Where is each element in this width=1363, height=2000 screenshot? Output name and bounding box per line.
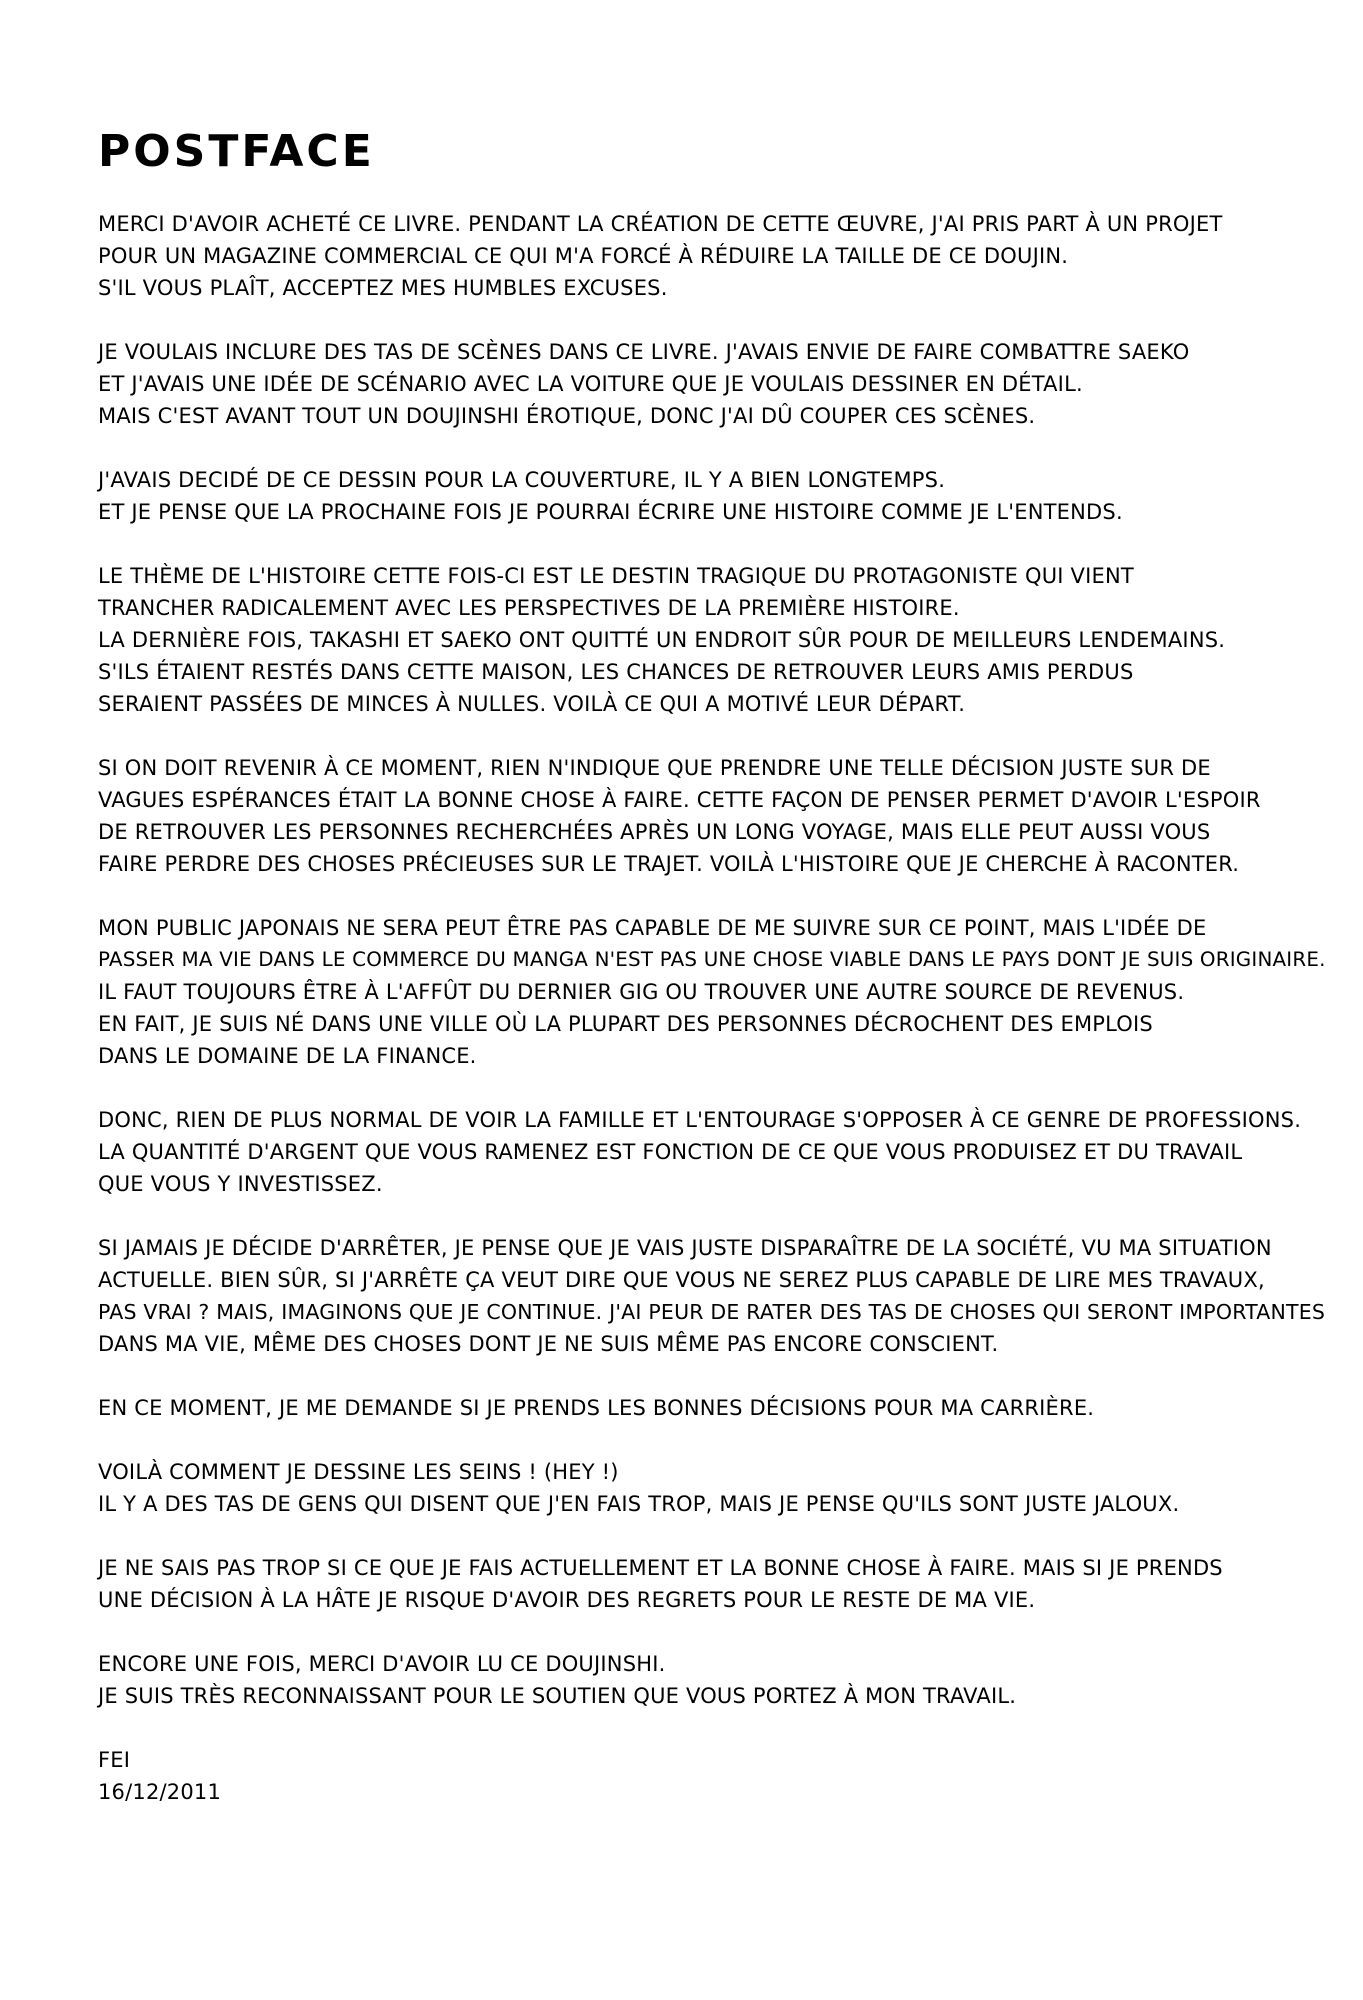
paragraph-line: JE SUIS TRÈS RECONNAISSANT POUR LE SOUTIEN QUE VOUS PORTEZ À MON TRAVAIL. <box>98 1684 1017 1708</box>
paragraph-line: MAIS C'EST AVANT TOUT UN DOUJINSHI ÉROTIQUE, DONC J'AI DÛ COUPER CES SCÈNES. <box>98 404 1036 428</box>
paragraph-line: POUR UN MAGAZINE COMMERCIAL CE QUI M'A FORCÉ À RÉDUIRE LA TAILLE DE CE DOUJIN. <box>98 244 1069 268</box>
paragraph-line: MERCI D'AVOIR ACHETÉ CE LIVRE. PENDANT LA CRÉATION DE CETTE ŒUVRE, J'AI PRIS PART À UN PROJET <box>98 212 1223 236</box>
paragraph <box>98 1552 1338 1616</box>
paragraph-line: DE RETROUVER LES PERSONNES RECHERCHÉES APRÈS UN LONG VOYAGE, MAIS ELLE PEUT AUSSI VOUS <box>98 820 1211 844</box>
paragraph-line: PAS VRAI ? MAIS, IMAGINONS QUE JE CONTINUE. J'AI PEUR DE RATER DES TAS DE CHOSES QUI SERONT IMPORTANTES <box>98 1300 1326 1324</box>
paragraph-line: ET JE PENSE QUE LA PROCHAINE FOIS JE POURRAI ÉCRIRE UNE HISTOIRE COMME JE L'ENTENDS. <box>98 500 1123 524</box>
paragraph <box>98 912 1338 1072</box>
paragraph-line: LE THÈME DE L'HISTOIRE CETTE FOIS-CI EST LE DESTIN TRAGIQUE DU PROTAGONISTE QUI VIENT <box>98 564 1134 588</box>
paragraph-line: EN CE MOMENT, JE ME DEMANDE SI JE PRENDS LES BONNES DÉCISIONS POUR MA CARRIÈRE. <box>98 1396 1095 1420</box>
paragraph-line: EN FAIT, JE SUIS NÉ DANS UNE VILLE OÙ LA PLUPART DES PERSONNES DÉCROCHENT DES EMPLOIS <box>98 1012 1153 1036</box>
paragraph-line: DANS LE DOMAINE DE LA FINANCE. <box>98 1044 477 1068</box>
paragraph-line: S'ILS ÉTAIENT RESTÉS DANS CETTE MAISON, LES CHANCES DE RETROUVER LEURS AMIS PERDUS <box>98 660 1134 684</box>
paragraph-list <box>98 208 1338 1712</box>
paragraph <box>98 1392 1338 1424</box>
paragraph-line: PASSER MA VIE DANS LE COMMERCE DU MANGA N'EST PAS UNE CHOSE VIABLE DANS LE PAYS DONT JE SUIS ORIGINAIRE. <box>98 948 1326 971</box>
paragraph-line: UNE DÉCISION À LA HÂTE JE RISQUE D'AVOIR DES REGRETS POUR LE RESTE DE MA VIE. <box>98 1588 1036 1612</box>
page-title: POSTFACE <box>98 126 375 177</box>
paragraph-line: SERAIENT PASSÉES DE MINCES À NULLES. VOILÀ CE QUI A MOTIVÉ LEUR DÉPART. <box>98 692 966 716</box>
paragraph <box>98 752 1338 880</box>
paragraph-line: VOILÀ COMMENT JE DESSINE LES SEINS ! (HEY !) <box>98 1460 619 1484</box>
paragraph-line: JE VOULAIS INCLURE DES TAS DE SCÈNES DANS CE LIVRE. J'AVAIS ENVIE DE FAIRE COMBATTRE SAEKO <box>98 340 1190 364</box>
paragraph-line: IL Y A DES TAS DE GENS QUI DISENT QUE J'EN FAIS TROP, MAIS JE PENSE QU'ILS SONT JUSTE JALOUX. <box>98 1492 1180 1516</box>
paragraph-line: LA DERNIÈRE FOIS, TAKASHI ET SAEKO ONT QUITTÉ UN ENDROIT SÛR POUR DE MEILLEURS LENDEMAINS. <box>98 628 1226 652</box>
paragraph-line: VAGUES ESPÉRANCES ÉTAIT LA BONNE CHOSE À FAIRE. CETTE FAÇON DE PENSER PERMET D'AVOIR L'ESPOIR <box>98 788 1261 812</box>
paragraph-line: ET J'AVAIS UNE IDÉE DE SCÉNARIO AVEC LA VOITURE QUE JE VOULAIS DESSINER EN DÉTAIL. <box>98 372 1083 396</box>
paragraph-line: IL FAUT TOUJOURS ÊTRE À L'AFFÛT DU DERNIER GIG OU TROUVER UNE AUTRE SOURCE DE REVENUS. <box>98 980 1185 1004</box>
paragraph <box>98 336 1338 432</box>
paragraph <box>98 1648 1338 1712</box>
paragraph <box>98 1456 1338 1520</box>
signature-author: FEI <box>98 1748 131 1772</box>
postface-body <box>98 208 1338 1808</box>
signature-block <box>98 1744 1338 1808</box>
paragraph-line: J'AVAIS DECIDÉ DE CE DESSIN POUR LA COUVERTURE, IL Y A BIEN LONGTEMPS. <box>98 468 946 492</box>
paragraph <box>98 560 1338 720</box>
paragraph <box>98 464 1338 528</box>
paragraph-line: SI ON DOIT REVENIR À CE MOMENT, RIEN N'INDIQUE QUE PRENDRE UNE TELLE DÉCISION JUSTE SUR DE <box>98 756 1211 780</box>
paragraph-line: ENCORE UNE FOIS, MERCI D'AVOIR LU CE DOUJINSHI. <box>98 1652 666 1676</box>
paragraph <box>98 1104 1338 1200</box>
paragraph <box>98 1232 1338 1360</box>
paragraph-line: QUE VOUS Y INVESTISSEZ. <box>98 1172 383 1196</box>
paragraph-line: TRANCHER RADICALEMENT AVEC LES PERSPECTIVES DE LA PREMIÈRE HISTOIRE. <box>98 596 960 620</box>
signature-date: 16/12/2011 <box>98 1780 222 1804</box>
paragraph-line: FAIRE PERDRE DES CHOSES PRÉCIEUSES SUR LE TRAJET. VOILÀ L'HISTOIRE QUE JE CHERCHE À RACONTER. <box>98 852 1240 876</box>
paragraph-line: ACTUELLE. BIEN SÛR, SI J'ARRÊTE ÇA VEUT DIRE QUE VOUS NE SEREZ PLUS CAPABLE DE LIRE MES TRAVAUX, <box>98 1268 1265 1292</box>
paragraph-line: S'IL VOUS PLAÎT, ACCEPTEZ MES HUMBLES EXCUSES. <box>98 276 668 300</box>
paragraph-line: DONC, RIEN DE PLUS NORMAL DE VOIR LA FAMILLE ET L'ENTOURAGE S'OPPOSER À CE GENRE DE PROFESSIONS. <box>98 1108 1302 1132</box>
paragraph-line: JE NE SAIS PAS TROP SI CE QUE JE FAIS ACTUELLEMENT ET LA BONNE CHOSE À FAIRE. MAIS SI JE PRENDS <box>98 1556 1223 1580</box>
paragraph-line: MON PUBLIC JAPONAIS NE SERA PEUT ÊTRE PAS CAPABLE DE ME SUIVRE SUR CE POINT, MAIS L'IDÉE DE <box>98 916 1207 940</box>
paragraph-line: DANS MA VIE, MÊME DES CHOSES DONT JE NE SUIS MÊME PAS ENCORE CONSCIENT. <box>98 1332 999 1356</box>
paragraph-line: SI JAMAIS JE DÉCIDE D'ARRÊTER, JE PENSE QUE JE VAIS JUSTE DISPARAÎTRE DE LA SOCIÉTÉ, VU MA SITUATION <box>98 1236 1272 1260</box>
paragraph <box>98 208 1338 304</box>
paragraph-line: LA QUANTITÉ D'ARGENT QUE VOUS RAMENEZ EST FONCTION DE CE QUE VOUS PRODUISEZ ET DU TRAVAIL <box>98 1140 1243 1164</box>
